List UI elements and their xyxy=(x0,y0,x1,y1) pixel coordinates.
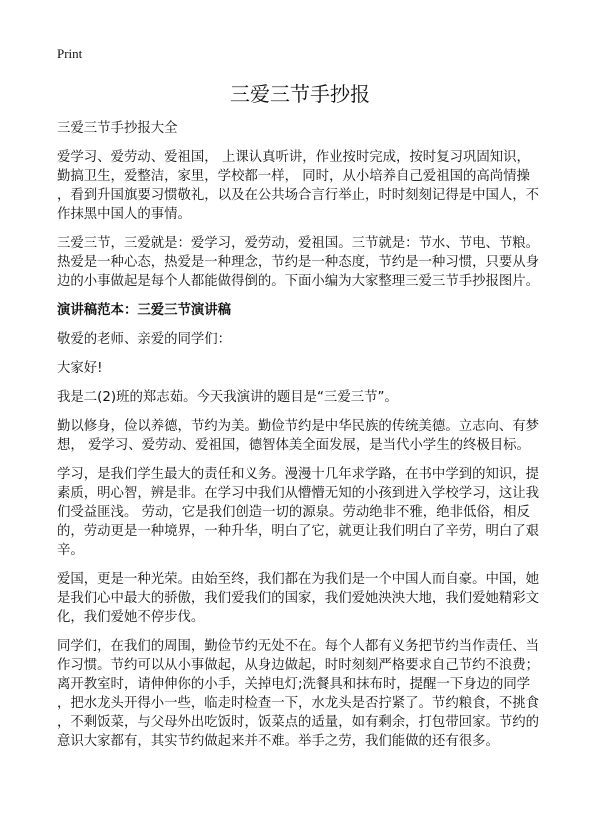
paragraph xyxy=(57,388,557,407)
paragraph-line: ，把水龙头开得小一些，临走时检查一下，水龙头是否拧紧了。节约粮食，不挑食 xyxy=(57,696,540,711)
paragraph xyxy=(57,465,557,560)
paragraph xyxy=(57,570,557,627)
paragraph-line: 大家好! xyxy=(57,361,103,376)
paragraph-line: 勤以修身，俭以养德，节约为美。勤俭节约是中华民族的传统美德。立志向、有梦 xyxy=(57,419,540,434)
paragraph xyxy=(57,234,557,291)
paragraph xyxy=(57,148,557,224)
paragraph-line: 的，劳动更是一种境界，一种升华，明白了它，就更让我们明白了辛劳，明白了艰 xyxy=(57,524,540,539)
paragraph-line: ，看到升国旗要习惯敬礼，以及在公共场合言行举止，时时刻刻记得是中国人，不 xyxy=(57,188,540,203)
section-heading xyxy=(57,301,557,320)
paragraph-line: ，不剩饭菜，与父母外出吃饭时，饭菜点的适量，如有剩余，打包带回家。节约的 xyxy=(57,715,540,730)
paragraph xyxy=(57,417,557,455)
paragraph-line: 作习惯。节约可以从小事做起，从身边做起，时时刻刻严格要求自己节约不浪费； xyxy=(57,658,540,673)
paragraph-line: 是我们心中最大的骄傲，我们爱我们的国家，我们爱她泱泱大地，我们爱她精彩文 xyxy=(57,591,540,606)
paragraph-line: 想， 爱学习、爱劳动、爱祖国，德智体美全面发展，是当代小学生的终极目标。 xyxy=(57,438,530,453)
paragraph-line: 离开教室时，请伸伸你的小手，关掉电灯;洗餐具和抹布时，提醒一下身边的同学 xyxy=(57,677,531,692)
paragraph-line: 热爱是一种心态，热爱是一种理念，节约是一种态度，节约是一种习惯，只要从身 xyxy=(57,255,540,270)
paragraph xyxy=(57,330,557,349)
paragraph-line: 同学们，在我们的周围，勤俭节约无处不在。每个人都有义务把节约当作责任、当 xyxy=(57,639,540,654)
paragraph-line: 学习，是我们学生最大的责任和义务。漫漫十几年求学路，在书中学到的知识，提 xyxy=(57,467,540,482)
paragraph-line: 化，我们爱她不停步伐。 xyxy=(57,610,205,625)
paragraph-line: 三爱三节手抄报大全 xyxy=(57,121,178,136)
print-label: Print xyxy=(57,46,83,61)
paragraph-line: 素质，明心智，辨是非。在学习中我们从懵懵无知的小孩到进入学校学习，这让我 xyxy=(57,486,540,501)
paragraph xyxy=(57,119,557,138)
paragraph-line: 勤搞卫生，爱整洁，家里，学校都一样， 同时，从小培养自己爱祖国的高尚情操 xyxy=(57,169,530,184)
document-body xyxy=(57,119,557,761)
paragraph-line: 敬爱的老师、亲爱的同学们： xyxy=(57,332,232,347)
paragraph-line: 边的小事做起是每个人都能做得倒的。下面小编为大家整理三爱三节手抄报图片。 xyxy=(57,274,540,289)
paragraph-line: 辛。 xyxy=(57,543,84,558)
paragraph xyxy=(57,637,557,751)
paragraph-line: 我是二(2)班的郑志茹。今天我演讲的题目是“三爱三节”。 xyxy=(57,390,398,405)
paragraph xyxy=(57,359,557,378)
paragraph-line: 三爱三节，三爱就是：爱学习，爱劳动，爱祖国。三节就是：节水、节电、节粮。 xyxy=(57,236,540,251)
paragraph-line: 演讲稿范本：三爱三节演讲稿 xyxy=(57,303,232,318)
paragraph-line: 意识大家都有，其实节约做起来并不难。举手之劳，我们能做的还有很多。 xyxy=(57,734,499,749)
paragraph-line: 爱国，更是一种光荣。由始至终，我们都在为我们是一个中国人而自豪。中国，她 xyxy=(57,572,540,587)
paragraph-line: 们受益匪浅。 劳动，它是我们创造一切的源泉。劳动绝非不雅，绝非低俗，相反 xyxy=(57,505,530,520)
page-title: 三爱三节手抄报 xyxy=(230,82,370,106)
paragraph-line: 作抹黑中国人的事情。 xyxy=(57,207,191,222)
paragraph-line: 爱学习、爱劳动、爱祖国， 上课认真听讲，作业按时完成，按时复习巩固知识， xyxy=(57,150,530,165)
